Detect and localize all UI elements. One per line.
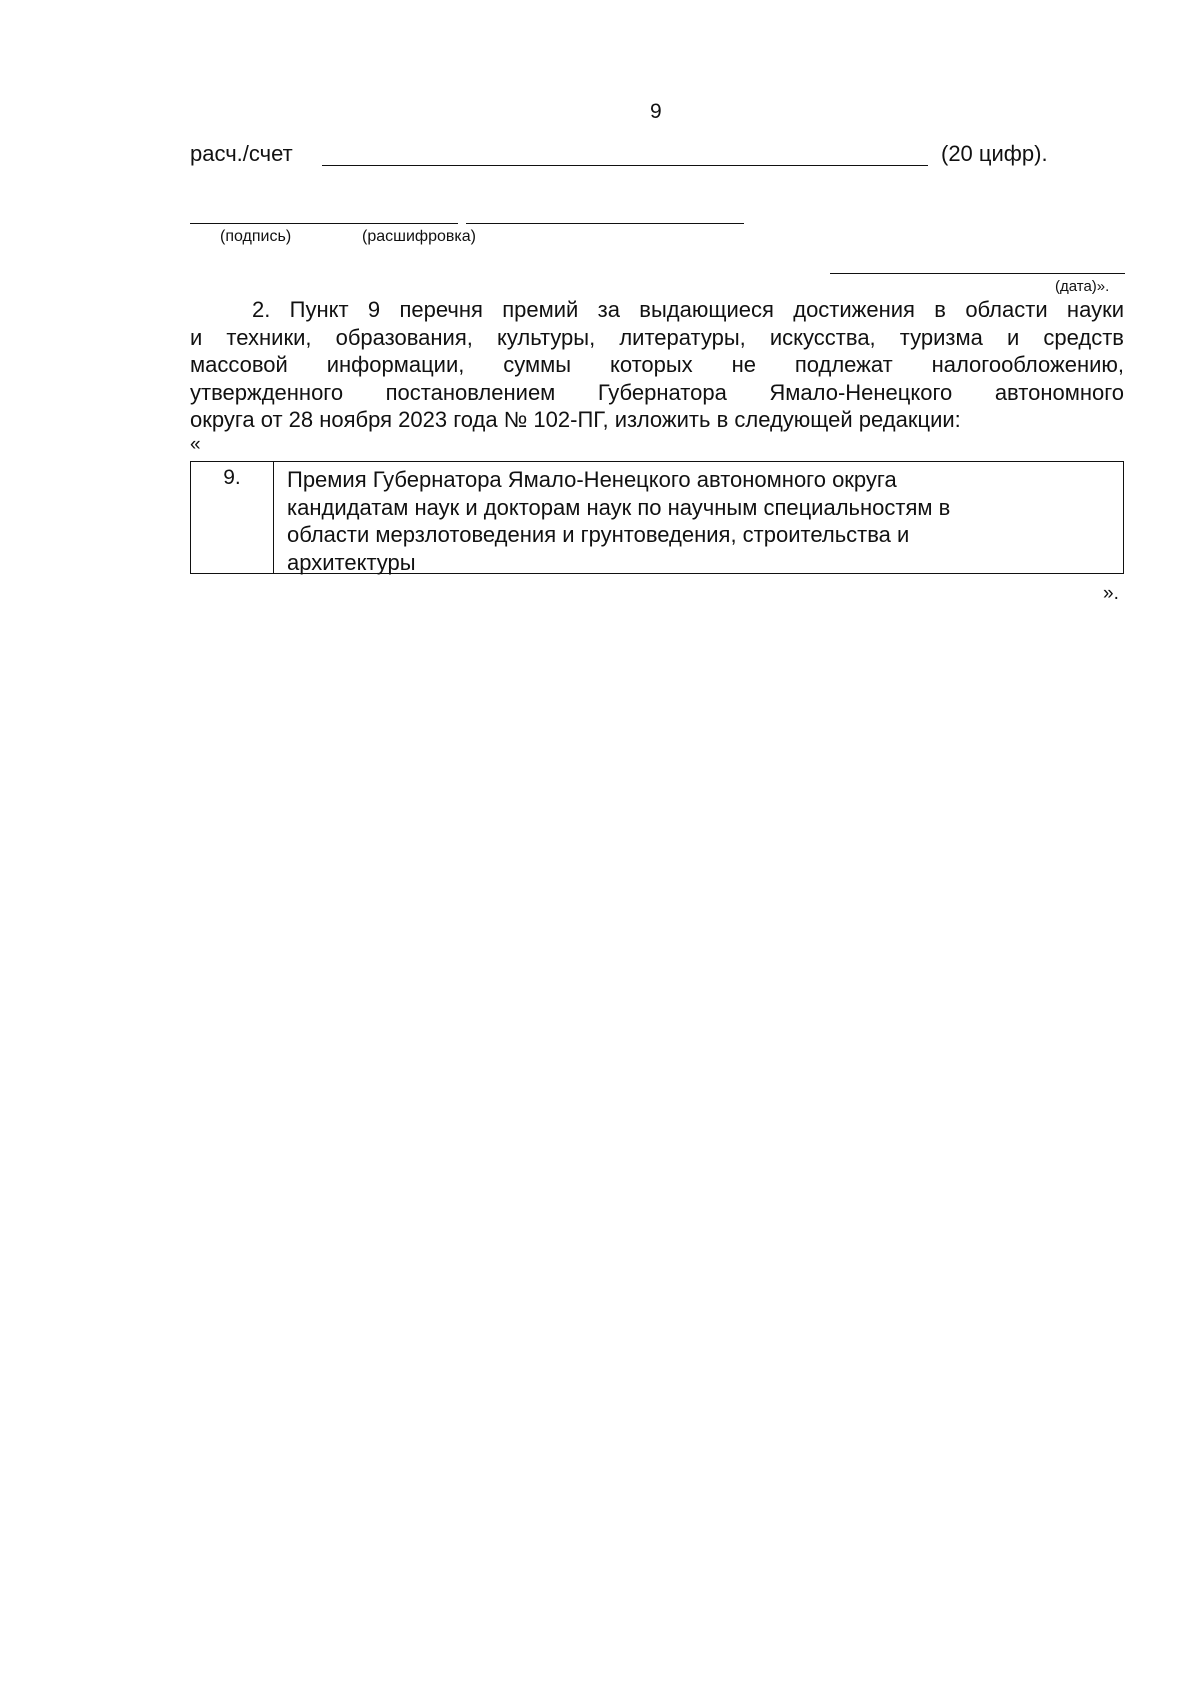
paragraph-line: округа от 28 ноября 2023 года № 102-ПГ, изложить в следующей редакции: bbox=[190, 407, 961, 432]
closing-quote: ». bbox=[1103, 583, 1119, 604]
opening-quote: « bbox=[190, 434, 201, 455]
account-label: расч./счет bbox=[190, 141, 293, 166]
date-blank-line bbox=[830, 273, 1125, 274]
signature-label: (подпись) bbox=[220, 228, 292, 245]
paragraph-line: 2. Пункт 9 перечня премий за выдающиеся достижения в области науки bbox=[252, 297, 1124, 322]
item-description-line: кандидатам наук и докторам наук по научным специальностям в bbox=[287, 494, 951, 520]
paragraph-line: массовой информации, суммы которых не подлежат налогообложению, bbox=[190, 352, 1124, 377]
page-number: 9 bbox=[650, 100, 662, 123]
prize-item-table bbox=[190, 461, 1124, 574]
decode-label: (расшифровка) bbox=[362, 228, 476, 245]
date-label: (дата)». bbox=[1055, 278, 1110, 295]
amendment-paragraph bbox=[190, 296, 1124, 434]
signature-blank-line bbox=[190, 223, 458, 224]
paragraph-line: и техники, образования, культуры, литературы, искусства, туризма и средств bbox=[190, 324, 1124, 350]
account-row bbox=[190, 141, 1070, 171]
item-number-cell: 9. bbox=[191, 462, 274, 573]
item-description-cell bbox=[287, 466, 1107, 576]
account-hint: (20 цифр). bbox=[941, 141, 1048, 166]
item-description-line: архитектуры bbox=[287, 549, 416, 575]
item-description-line: Премия Губернатора Ямало-Ненецкого автономного округа bbox=[287, 467, 897, 492]
item-description-line: области мерзлотоведения и грунтоведения, строительства и bbox=[287, 522, 910, 547]
paragraph-line: утвержденного постановлением Губернатора Ямало-Ненецкого автономного bbox=[190, 379, 1124, 405]
account-blank-line bbox=[322, 165, 928, 166]
decode-blank-line bbox=[466, 223, 744, 224]
